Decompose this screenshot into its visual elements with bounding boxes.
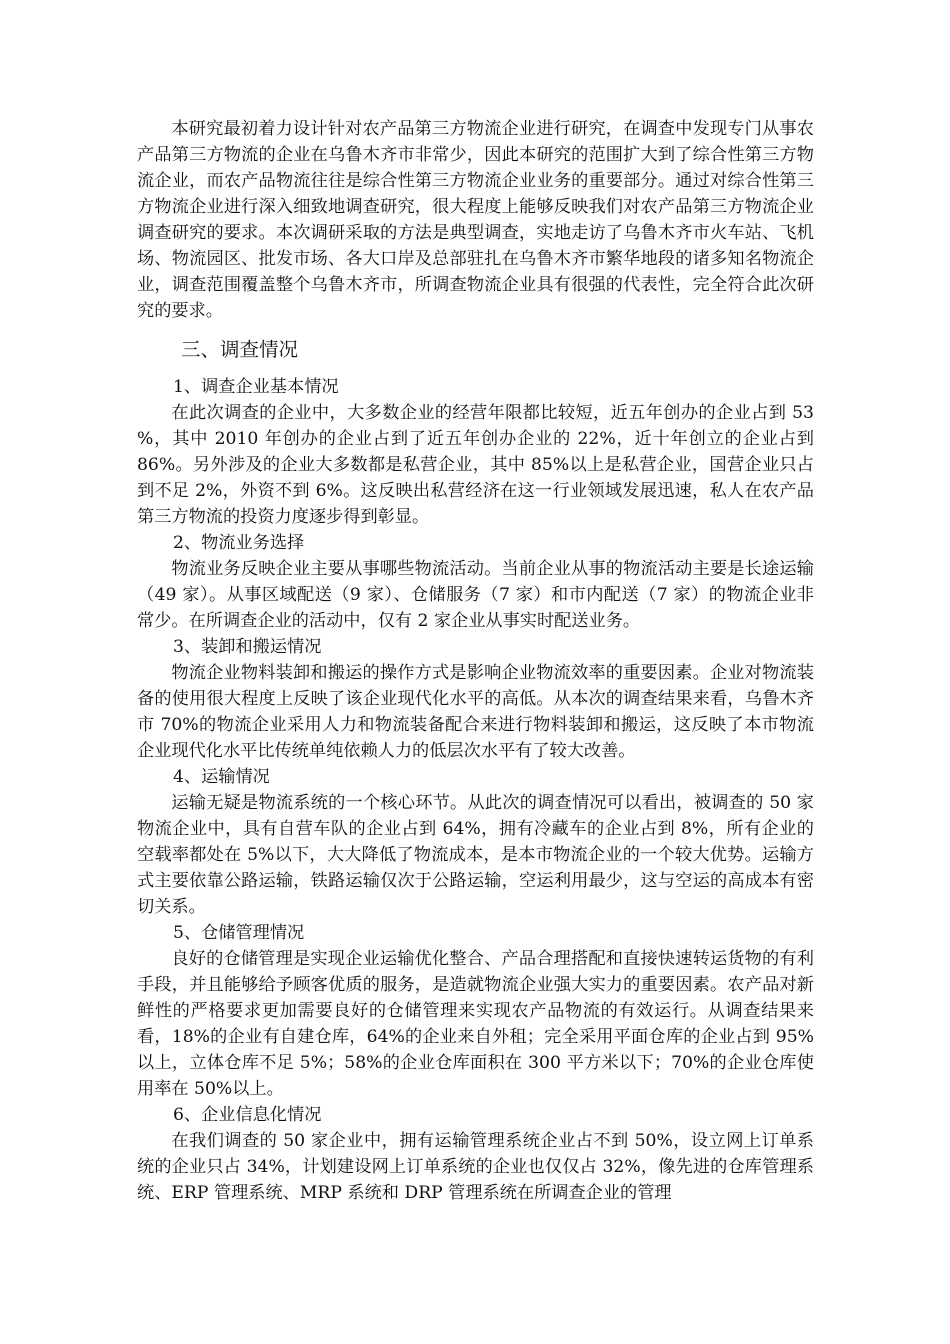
document-page	[137, 116, 814, 1206]
intro-paragraph: 本研究最初着力设计针对农产品第三方物流企业进行研究，在调查中发现专门从事农产品第三方物流的企业在乌鲁木齐市非常少，因此本研究的范围扩大到了综合性第三方物流企业，而农产品物流往往是综合性第三方物流企业业务的重要部分。通过对综合性第三方物流企业进行深入细致地调查研究，很大程度上能够反映我们对农产品第三方物流企业调查研究的要求。本次调研采取的方法是典型调查，实地走访了乌鲁木齐市火车站、飞机场、物流园区、批发市场、各大口岸及总部驻扎在乌鲁木齐市繁华地段的诸多知名物流企业，调查范围覆盖整个乌鲁木齐市，所调查物流企业具有很强的代表性，完全符合此次研究的要求。	[137, 119, 814, 321]
section-heading: 三、调查情况	[181, 338, 299, 361]
subsection-heading-2: 2、物流业务选择	[173, 533, 305, 553]
subsection-heading-6: 6、企业信息化情况	[173, 1105, 322, 1125]
subsection-body-1: 在此次调查的企业中，大多数企业的经营年限都比较短，近五年创办的企业占到 53 %，其中 2010 年创办的企业占到了近五年创办企业的 22%，近十年创立的企业占到 86%。另外涉及的企业大多数都是私营企业，其中 85%以上是私营企业，国营企业只占到不足 2%，外资不到 6%。这反映出私营经济在这一行业领域发展迅速，私人在农产品第三方物流的投资力度逐步得到彰显。	[137, 403, 814, 527]
subsection-heading-1: 1、调查企业基本情况	[173, 377, 339, 397]
subsection-body-6: 在我们调查的 50 家企业中，拥有运输管理系统企业占不到 50%，设立网上订单系统的企业只占 34%，计划建设网上订单系统的企业也仅仅占 32%，像先进的仓库管理系统、ERP 管理系统、MRP 系统和 DRP 管理系统在所调查企业的管理	[137, 1131, 814, 1203]
subsection-heading-4: 4、运输情况	[173, 767, 270, 787]
subsection-body-2: 物流业务反映企业主要从事哪些物流活动。当前企业从事的物流活动主要是长途运输（49 家）。从事区域配送（9 家）、仓储服务（7 家）和市内配送（7 家）的物流企业非常少。在所调查企业的活动中，仅有 2 家企业从事实时配送业务。	[137, 559, 814, 631]
subsection-body-5: 良好的仓储管理是实现企业运输优化整合、产品合理搭配和直接快速转运货物的有利手段，并且能够给予顾客优质的服务，是造就物流企业强大实力的重要因素。农产品对新鲜性的严格要求更加需要良好的仓储管理来实现农产品物流的有效运行。从调查结果来看，18%的企业有自建仓库，64%的企业来自外租；完全采用平面仓库的企业占到 95%以上，立体仓库不足 5%；58%的企业仓库面积在 300 平方米以下；70%的企业仓库使用率在 50%以上。	[137, 949, 814, 1099]
subsection-heading-5: 5、仓储管理情况	[173, 923, 305, 943]
subsection-heading-3: 3、装卸和搬运情况	[173, 637, 322, 657]
subsection-body-4: 运输无疑是物流系统的一个核心环节。从此次的调查情况可以看出，被调查的 50 家物流企业中，具有自营车队的企业占到 64%，拥有冷藏车的企业占到 8%，所有企业的空载率都处在 5%以下，大大降低了物流成本，是本市物流企业的一个较大优势。运输方式主要依靠公路运输，铁路运输仅次于公路运输，空运利用最少，这与空运的高成本有密切关系。	[137, 793, 814, 917]
subsection-body-3: 物流企业物料装卸和搬运的操作方式是影响企业物流效率的重要因素。企业对物流装备的使用很大程度上反映了该企业现代化水平的高低。从本次的调查结果来看，乌鲁木齐市 70%的物流企业采用人力和物流装备配合来进行物料装卸和搬运，这反映了本市物流企业现代化水平比传统单纯依赖人力的低层次水平有了较大改善。	[137, 663, 814, 761]
